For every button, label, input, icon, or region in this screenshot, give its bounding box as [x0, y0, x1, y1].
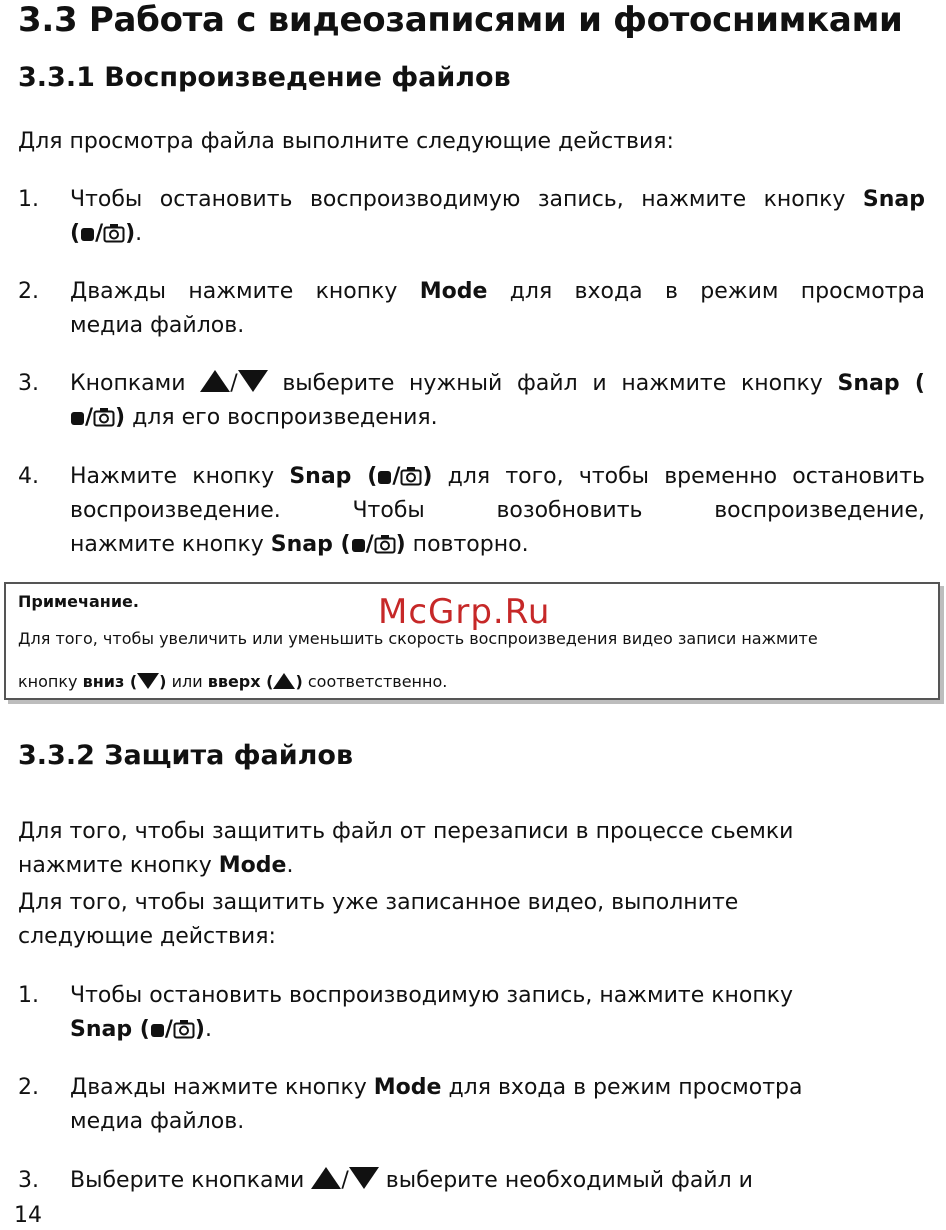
- paragraph-line: [18, 849, 293, 883]
- paragraph-line: следующие действия:: [18, 924, 276, 949]
- item-text: Чтобы остановить воспроизводимую запись, нажмите кнопку: [70, 983, 794, 1008]
- stop-square-icon: [378, 471, 391, 484]
- mode-label: Mode: [373, 1075, 442, 1100]
- item-text: Кнопками: [70, 371, 201, 396]
- period: .: [204, 1017, 212, 1042]
- down-label: вниз (: [82, 672, 138, 691]
- slash: /: [392, 464, 401, 489]
- snap-label: Snap: [862, 187, 925, 212]
- item-text: Нажмите кнопку: [70, 464, 290, 489]
- snap-label: Snap (: [270, 532, 351, 557]
- bracket: ): [115, 405, 126, 430]
- item-text: медиа файлов.: [70, 1109, 245, 1134]
- camera-icon: [93, 407, 115, 427]
- list-item: [70, 275, 925, 343]
- item-text: для входа в режим просмотра: [487, 279, 925, 304]
- page-title: 3.3 Работа с видеозаписями и фотоснимками: [18, 0, 903, 40]
- bracket: ): [422, 464, 433, 489]
- list-number: 2.: [18, 1075, 39, 1100]
- list-item: [70, 979, 925, 1047]
- list-item: Чтобы остановить воспроизводимую запись, нажмите кнопку Snap ( / ).: [70, 187, 925, 246]
- list-number: 2.: [18, 279, 39, 304]
- bracket: ): [125, 221, 136, 246]
- snap-label: Snap (: [837, 371, 925, 396]
- list-number: 3.: [18, 1168, 39, 1193]
- triangle-down-icon: [137, 673, 159, 689]
- item-text: выберите нужный файл и нажмите кнопку: [267, 371, 838, 396]
- intro-text: Для просмотра файла выполните следующие действия:: [18, 129, 674, 154]
- watermark: McGrp.Ru: [378, 592, 551, 632]
- list-item: [70, 1164, 925, 1198]
- list-item: [70, 1071, 925, 1139]
- bracket: ): [395, 532, 406, 557]
- item-text: воспроизведение. Чтобы возобновить воспроизведение,: [70, 498, 925, 523]
- section-heading-protection: 3.3.2 Защита файлов: [18, 740, 354, 771]
- stop-square-icon: [151, 1024, 164, 1037]
- note-text: или: [166, 672, 208, 691]
- period: .: [135, 221, 143, 246]
- item-text: медиа файлов.: [70, 313, 245, 338]
- paragraph-text: нажмите кнопку: [18, 853, 219, 878]
- note-text: кнопку: [18, 672, 83, 691]
- mode-label: Mode: [419, 279, 488, 304]
- item-text: для того, чтобы временно остановить: [432, 464, 925, 489]
- note-text: Для того, чтобы увеличить или уменьшить скорость воспроизведения видео записи нажмите: [18, 629, 818, 648]
- triangle-down-icon: [349, 1167, 379, 1189]
- triangle-up-icon: [311, 1167, 341, 1189]
- bracket: ): [159, 672, 167, 691]
- bracket: (: [70, 221, 81, 246]
- camera-icon: [173, 1019, 195, 1039]
- bracket: ): [295, 672, 303, 691]
- slash: /: [164, 1017, 173, 1042]
- item-text: для его воспроизведения.: [125, 405, 438, 430]
- page-number: 14: [14, 1203, 42, 1228]
- item-text: повторно.: [405, 532, 529, 557]
- note-title: Примечание.: [18, 592, 139, 611]
- item-text: Дважды нажмите кнопку: [70, 279, 420, 304]
- list-item: [70, 367, 925, 435]
- list-number: 1.: [18, 983, 39, 1008]
- slash: /: [365, 532, 374, 557]
- stop-square-icon: [81, 228, 94, 241]
- slash: /: [85, 405, 94, 430]
- paragraph-line: Для того, чтобы защитить уже записанное видео, выполните: [18, 890, 739, 915]
- list-item: [70, 460, 925, 562]
- mode-label: Mode: [218, 853, 287, 878]
- item-text: нажмите кнопку: [70, 532, 271, 557]
- item-text: Чтобы остановить воспроизводимую запись, нажмите кнопку: [70, 187, 863, 212]
- up-label: вверх (: [207, 672, 274, 691]
- camera-icon: [400, 466, 422, 486]
- section-heading-playback: 3.3.1 Воспроизведение файлов: [18, 62, 511, 93]
- item-text: Выберите кнопками: [70, 1168, 312, 1193]
- paragraph-line: Для того, чтобы защитить файл от перезаписи в процессе сьемки: [18, 819, 794, 844]
- triangle-down-icon: [238, 370, 268, 392]
- item-text: Дважды нажмите кнопку: [70, 1075, 374, 1100]
- bracket: ): [194, 1017, 205, 1042]
- stop-square-icon: [71, 412, 84, 425]
- camera-icon: [374, 534, 396, 554]
- list-number: 3.: [18, 371, 39, 396]
- period: .: [286, 853, 294, 878]
- snap-label: Snap (: [289, 464, 378, 489]
- triangle-up-icon: [273, 673, 295, 689]
- stop-square-icon: [352, 539, 365, 552]
- list-number: 4.: [18, 464, 39, 489]
- slash: /: [341, 1168, 349, 1193]
- note-text: соответственно.: [302, 672, 448, 691]
- slash: /: [230, 371, 238, 396]
- note-text-line2: [18, 672, 447, 691]
- item-text: выберите необходимый файл и: [378, 1168, 753, 1193]
- triangle-up-icon: [200, 370, 230, 392]
- camera-icon: [103, 223, 125, 243]
- item-text: для входа в режим просмотра: [441, 1075, 803, 1100]
- list-number: 1.: [18, 187, 39, 212]
- snap-label: Snap (: [70, 1017, 150, 1042]
